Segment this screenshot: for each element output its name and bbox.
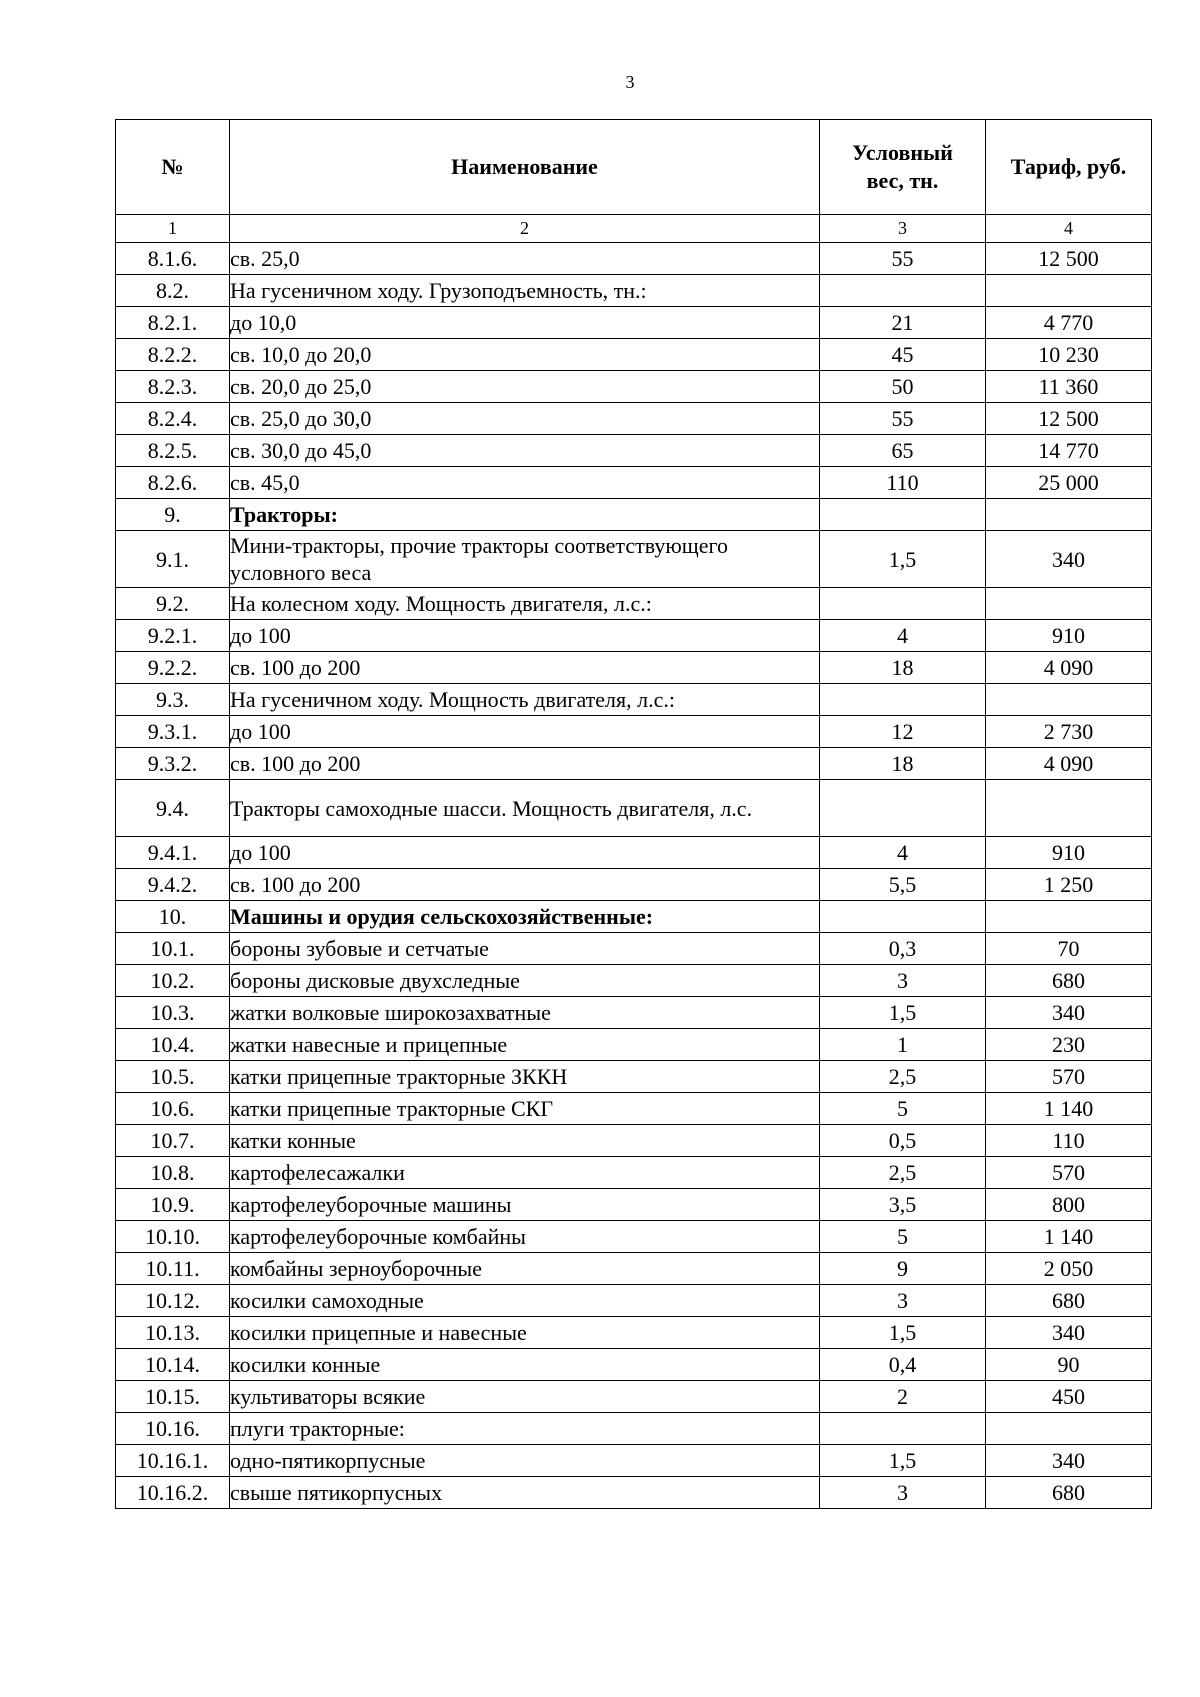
row-name: св. 100 до 200: [230, 652, 820, 684]
row-number: 10.16.1.: [116, 1445, 230, 1477]
table-row: [116, 965, 1152, 997]
row-weight: 0,3: [820, 933, 986, 965]
row-number: 9.3.: [116, 684, 230, 716]
table-row: [116, 275, 1152, 307]
row-tariff: 110: [986, 1125, 1152, 1157]
row-name: картофелесажалки: [230, 1157, 820, 1189]
row-tariff: [986, 780, 1152, 837]
row-weight: 9: [820, 1253, 986, 1285]
row-weight: 55: [820, 403, 986, 435]
row-number: 10.16.2.: [116, 1477, 230, 1509]
table-row: [116, 933, 1152, 965]
row-tariff: 14 770: [986, 435, 1152, 467]
row-weight: 1,5: [820, 1317, 986, 1349]
row-number: 8.2.5.: [116, 435, 230, 467]
row-number: 10.15.: [116, 1381, 230, 1413]
row-weight: 55: [820, 243, 986, 275]
table-row: [116, 1413, 1152, 1445]
header-weight: [820, 120, 986, 215]
row-tariff: 2 730: [986, 716, 1152, 748]
row-weight: 3: [820, 1477, 986, 1509]
column-number: 3: [820, 215, 986, 243]
row-number: 8.2.1.: [116, 307, 230, 339]
row-number: 9.2.2.: [116, 652, 230, 684]
row-name: до 100: [230, 716, 820, 748]
row-name: картофелеуборочные машины: [230, 1189, 820, 1221]
table-row: [116, 588, 1152, 620]
table-row: [116, 1093, 1152, 1125]
table-body: [116, 243, 1152, 1509]
table-row: [116, 837, 1152, 869]
row-weight: [820, 499, 986, 531]
row-name: катки конные: [230, 1125, 820, 1157]
row-tariff: 2 050: [986, 1253, 1152, 1285]
table-row: [116, 1221, 1152, 1253]
row-number: 10.7.: [116, 1125, 230, 1157]
column-number: 1: [116, 215, 230, 243]
column-number: 2: [230, 215, 820, 243]
table-row: [116, 1349, 1152, 1381]
row-name: жатки волковые широкозахватные: [230, 997, 820, 1029]
tariff-table: [115, 119, 1152, 1509]
row-name: культиваторы всякие: [230, 1381, 820, 1413]
row-weight: 3,5: [820, 1189, 986, 1221]
row-number: 9.3.2.: [116, 748, 230, 780]
row-tariff: 340: [986, 1317, 1152, 1349]
row-weight: 2,5: [820, 1157, 986, 1189]
row-name: катки прицепные тракторные ЗККН: [230, 1061, 820, 1093]
row-tariff: 4 090: [986, 652, 1152, 684]
row-weight: 2: [820, 1381, 986, 1413]
table-row: [116, 1317, 1152, 1349]
row-name: до 100: [230, 620, 820, 652]
row-name: косилки конные: [230, 1349, 820, 1381]
row-name: Машины и орудия сельскохозяйственные:: [230, 901, 820, 933]
row-weight: [820, 684, 986, 716]
table-row: [116, 435, 1152, 467]
table-row: [116, 467, 1152, 499]
row-tariff: 340: [986, 1445, 1152, 1477]
row-name: св. 10,0 до 20,0: [230, 339, 820, 371]
row-name: Тракторы самоходные шасси. Мощность двигателя, л.с.: [230, 780, 820, 837]
row-number: 10.13.: [116, 1317, 230, 1349]
row-number: 9.1.: [116, 531, 230, 588]
row-weight: 1: [820, 1029, 986, 1061]
row-tariff: 450: [986, 1381, 1152, 1413]
table-row: [116, 748, 1152, 780]
row-name: до 10,0: [230, 307, 820, 339]
row-name: бороны зубовые и сетчатые: [230, 933, 820, 965]
column-number-row: [116, 215, 1152, 243]
row-weight: 4: [820, 837, 986, 869]
row-tariff: 70: [986, 933, 1152, 965]
table-row: [116, 1029, 1152, 1061]
table-row: [116, 531, 1152, 588]
table-row: [116, 1285, 1152, 1317]
row-name: катки прицепные тракторные СКГ: [230, 1093, 820, 1125]
row-weight: 0,4: [820, 1349, 986, 1381]
row-number: 10.10.: [116, 1221, 230, 1253]
page-number: 3: [625, 72, 635, 92]
row-tariff: 340: [986, 997, 1152, 1029]
row-number: 8.2.6.: [116, 467, 230, 499]
row-number: 9.3.1.: [116, 716, 230, 748]
row-name: св. 45,0: [230, 467, 820, 499]
row-name: св. 100 до 200: [230, 748, 820, 780]
table-row: [116, 371, 1152, 403]
row-weight: 1,5: [820, 997, 986, 1029]
row-name: св. 20,0 до 25,0: [230, 371, 820, 403]
table-row: [116, 307, 1152, 339]
table-row: [116, 1061, 1152, 1093]
row-weight: 5,5: [820, 869, 986, 901]
row-tariff: 570: [986, 1157, 1152, 1189]
row-name: св. 100 до 200: [230, 869, 820, 901]
table-row: [116, 780, 1152, 837]
row-tariff: 910: [986, 837, 1152, 869]
row-number: 10.11.: [116, 1253, 230, 1285]
row-tariff: [986, 499, 1152, 531]
row-weight: 45: [820, 339, 986, 371]
row-weight: 2,5: [820, 1061, 986, 1093]
row-number: 10.1.: [116, 933, 230, 965]
row-weight: 50: [820, 371, 986, 403]
table-row: [116, 901, 1152, 933]
row-number: 9.: [116, 499, 230, 531]
table-row: [116, 869, 1152, 901]
row-tariff: 800: [986, 1189, 1152, 1221]
row-number: 8.2.: [116, 275, 230, 307]
row-number: 8.2.4.: [116, 403, 230, 435]
row-name: косилки самоходные: [230, 1285, 820, 1317]
row-tariff: [986, 684, 1152, 716]
row-weight: [820, 588, 986, 620]
row-weight: 110: [820, 467, 986, 499]
table-row: [116, 997, 1152, 1029]
table-row: [116, 1125, 1152, 1157]
row-tariff: 10 230: [986, 339, 1152, 371]
row-number: 10.9.: [116, 1189, 230, 1221]
row-tariff: 11 360: [986, 371, 1152, 403]
row-name: На колесном ходу. Мощность двигателя, л.с.:: [230, 588, 820, 620]
row-tariff: [986, 901, 1152, 933]
row-number: 10.8.: [116, 1157, 230, 1189]
row-name: свыше пятикорпусных: [230, 1477, 820, 1509]
row-name: до 100: [230, 837, 820, 869]
row-number: 9.4.2.: [116, 869, 230, 901]
column-number: 4: [986, 215, 1152, 243]
row-weight: 3: [820, 965, 986, 997]
row-tariff: 4 770: [986, 307, 1152, 339]
row-weight: 65: [820, 435, 986, 467]
table-row: [116, 1157, 1152, 1189]
table-row: [116, 652, 1152, 684]
row-weight: [820, 780, 986, 837]
row-tariff: 340: [986, 531, 1152, 588]
row-number: 10.: [116, 901, 230, 933]
row-weight: 4: [820, 620, 986, 652]
row-name: На гусеничном ходу. Мощность двигателя, л.с.:: [230, 684, 820, 716]
row-tariff: 570: [986, 1061, 1152, 1093]
row-name: жатки навесные и прицепные: [230, 1029, 820, 1061]
row-tariff: 680: [986, 965, 1152, 997]
table-row: [116, 716, 1152, 748]
row-number: 9.2.: [116, 588, 230, 620]
row-weight: [820, 901, 986, 933]
row-number: 9.4.1.: [116, 837, 230, 869]
row-name: картофелеуборочные комбайны: [230, 1221, 820, 1253]
row-name: св. 25,0 до 30,0: [230, 403, 820, 435]
table-row: [116, 1253, 1152, 1285]
row-name: На гусеничном ходу. Грузоподъемность, тн.:: [230, 275, 820, 307]
row-weight: 5: [820, 1221, 986, 1253]
row-number: 8.1.6.: [116, 243, 230, 275]
row-weight: 3: [820, 1285, 986, 1317]
row-tariff: 4 090: [986, 748, 1152, 780]
row-name: косилки прицепные и навесные: [230, 1317, 820, 1349]
row-number: 10.3.: [116, 997, 230, 1029]
row-tariff: 680: [986, 1477, 1152, 1509]
table-row: [116, 499, 1152, 531]
row-number: 10.5.: [116, 1061, 230, 1093]
row-name: св. 30,0 до 45,0: [230, 435, 820, 467]
table-row: [116, 339, 1152, 371]
table-row: [116, 1477, 1152, 1509]
row-weight: 12: [820, 716, 986, 748]
header-name: Наименование: [230, 120, 820, 215]
table-row: [116, 1381, 1152, 1413]
row-weight: 18: [820, 748, 986, 780]
row-tariff: 1 140: [986, 1093, 1152, 1125]
row-weight: 21: [820, 307, 986, 339]
row-tariff: 90: [986, 1349, 1152, 1381]
row-tariff: 1 140: [986, 1221, 1152, 1253]
row-weight: [820, 1413, 986, 1445]
row-weight: 5: [820, 1093, 986, 1125]
row-name: Тракторы:: [230, 499, 820, 531]
row-number: 10.2.: [116, 965, 230, 997]
row-number: 10.12.: [116, 1285, 230, 1317]
table-row: [116, 403, 1152, 435]
table-header-row: [116, 120, 1152, 215]
header-number: №: [116, 120, 230, 215]
table-row: [116, 684, 1152, 716]
row-tariff: [986, 588, 1152, 620]
row-number: 10.16.: [116, 1413, 230, 1445]
row-name: Мини-тракторы, прочие тракторы соответствующего условного веса: [230, 531, 820, 588]
row-tariff: 25 000: [986, 467, 1152, 499]
table-row: [116, 243, 1152, 275]
row-name: плуги тракторные:: [230, 1413, 820, 1445]
row-weight: [820, 275, 986, 307]
header-tariff: Тариф, руб.: [986, 120, 1152, 215]
row-tariff: 12 500: [986, 403, 1152, 435]
row-number: 8.2.3.: [116, 371, 230, 403]
row-tariff: 680: [986, 1285, 1152, 1317]
header-weight-label: Условный вес, тн.: [852, 140, 953, 193]
table-row: [116, 1445, 1152, 1477]
row-weight: 1,5: [820, 531, 986, 588]
row-tariff: 12 500: [986, 243, 1152, 275]
table-row: [116, 620, 1152, 652]
row-number: 8.2.2.: [116, 339, 230, 371]
row-number: 9.4.: [116, 780, 230, 837]
row-weight: 0,5: [820, 1125, 986, 1157]
row-number: 10.4.: [116, 1029, 230, 1061]
row-tariff: 910: [986, 620, 1152, 652]
row-number: 10.14.: [116, 1349, 230, 1381]
row-number: 10.6.: [116, 1093, 230, 1125]
row-name: комбайны зерноуборочные: [230, 1253, 820, 1285]
row-tariff: 1 250: [986, 869, 1152, 901]
row-name: бороны дисковые двухследные: [230, 965, 820, 997]
row-tariff: [986, 275, 1152, 307]
row-name: одно-пятикорпусные: [230, 1445, 820, 1477]
row-tariff: [986, 1413, 1152, 1445]
row-tariff: 230: [986, 1029, 1152, 1061]
row-weight: 1,5: [820, 1445, 986, 1477]
row-number: 9.2.1.: [116, 620, 230, 652]
row-weight: 18: [820, 652, 986, 684]
table-row: [116, 1189, 1152, 1221]
row-name: св. 25,0: [230, 243, 820, 275]
